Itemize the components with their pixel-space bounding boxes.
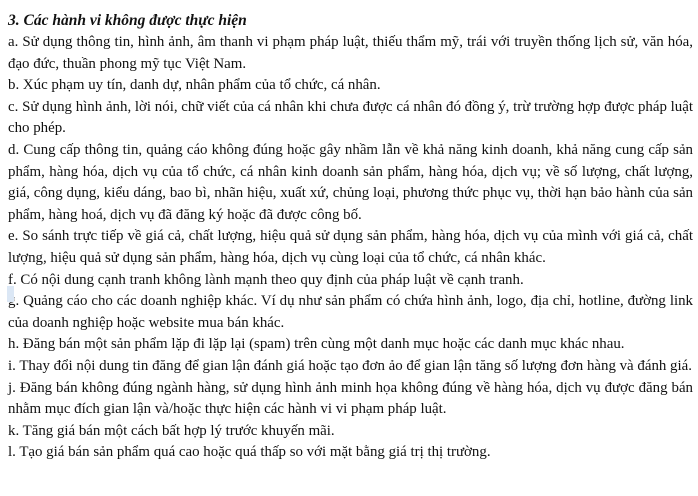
list-item-d: d. Cung cấp thông tin, quảng cáo không đúng hoặc gây nhầm lẫn về khả năng kinh doanh, khả năng cung cấp sản phẩm, hàng hóa, dịch vụ của tổ chức, cá nhân kinh doanh sản phẩm, hàng hóa, dịch vụ; về số lượng, chất lượng, giá, công dụng, kiểu dáng, bao bì, nhãn hiệu, xuất xứ, chủng loại, phương thức phục vụ, thời hạn bảo hành của sản phẩm, hàng hoá, dịch vụ đã đăng ký hoặc đã được công bố. bbox=[8, 141, 693, 223]
list-item-e: e. So sánh trực tiếp về giá cả, chất lượng, hiệu quả sử dụng sản phẩm, hàng hóa, dịch vụ của mình với giá cả, chất lượng, hiệu quả sử dụng sản phẩm, hàng hóa, dịch vụ cùng loại của tổ chức, cá nhân khác. bbox=[8, 228, 693, 266]
list-item-f bbox=[8, 270, 693, 292]
list-item-f-text: f. Có nội dung cạnh tranh không lành mạnh theo quy định của pháp luật về cạnh tranh. bbox=[8, 271, 524, 288]
list-item-j: j. Đăng bán không đúng ngành hàng, sử dụng hình ảnh minh họa không đúng về hàng hóa, dịch vụ được đăng bán nhằm mục đích gian lận và/hoặc thực hiện các hành vi vi phạm pháp luật. bbox=[8, 379, 693, 418]
list-item-b: b. Xúc phạm uy tín, danh dự, nhân phẩm của tổ chức, cá nhân. bbox=[8, 77, 381, 94]
list-item-g: g. Quảng cáo cho các doanh nghiệp khác. Ví dụ như sản phẩm có chứa hình ảnh, logo, địa chỉ, hotline, đường link của doanh nghiệp hoặc website mua bán khác. bbox=[8, 293, 693, 331]
document-body bbox=[8, 10, 693, 464]
section-heading: 3. Các hành vi không được thực hiện bbox=[8, 12, 247, 29]
list-item-k: k. Tăng giá bán một cách bất hợp lý trước khuyến mãi. bbox=[8, 422, 335, 439]
list-item-i: i. Thay đổi nội dung tin đăng để gian lận đánh giá hoặc tạo đơn ảo để gian lận tăng số lượng đơn hàng và đánh giá. bbox=[8, 357, 692, 374]
list-item-a: a. Sử dụng thông tin, hình ảnh, âm thanh vi phạm pháp luật, thiếu thẩm mỹ, trái với truyền thống lịch sử, văn hóa, đạo đức, thuần phong mỹ tục Việt Nam. bbox=[8, 34, 693, 72]
list-item-h: h. Đăng bán một sản phẩm lặp đi lặp lại (spam) trên cùng một danh mục hoặc các danh mục khác nhau. bbox=[8, 336, 625, 353]
list-item-c: c. Sử dụng hình ảnh, lời nói, chữ viết của cá nhân khi chưa được cá nhân đó đồng ý, trừ trường hợp được pháp luật cho phép. bbox=[8, 98, 693, 137]
list-item-l: l. Tạo giá bán sản phẩm quá cao hoặc quá thấp so với mặt bằng giá trị thị trường. bbox=[8, 444, 491, 461]
